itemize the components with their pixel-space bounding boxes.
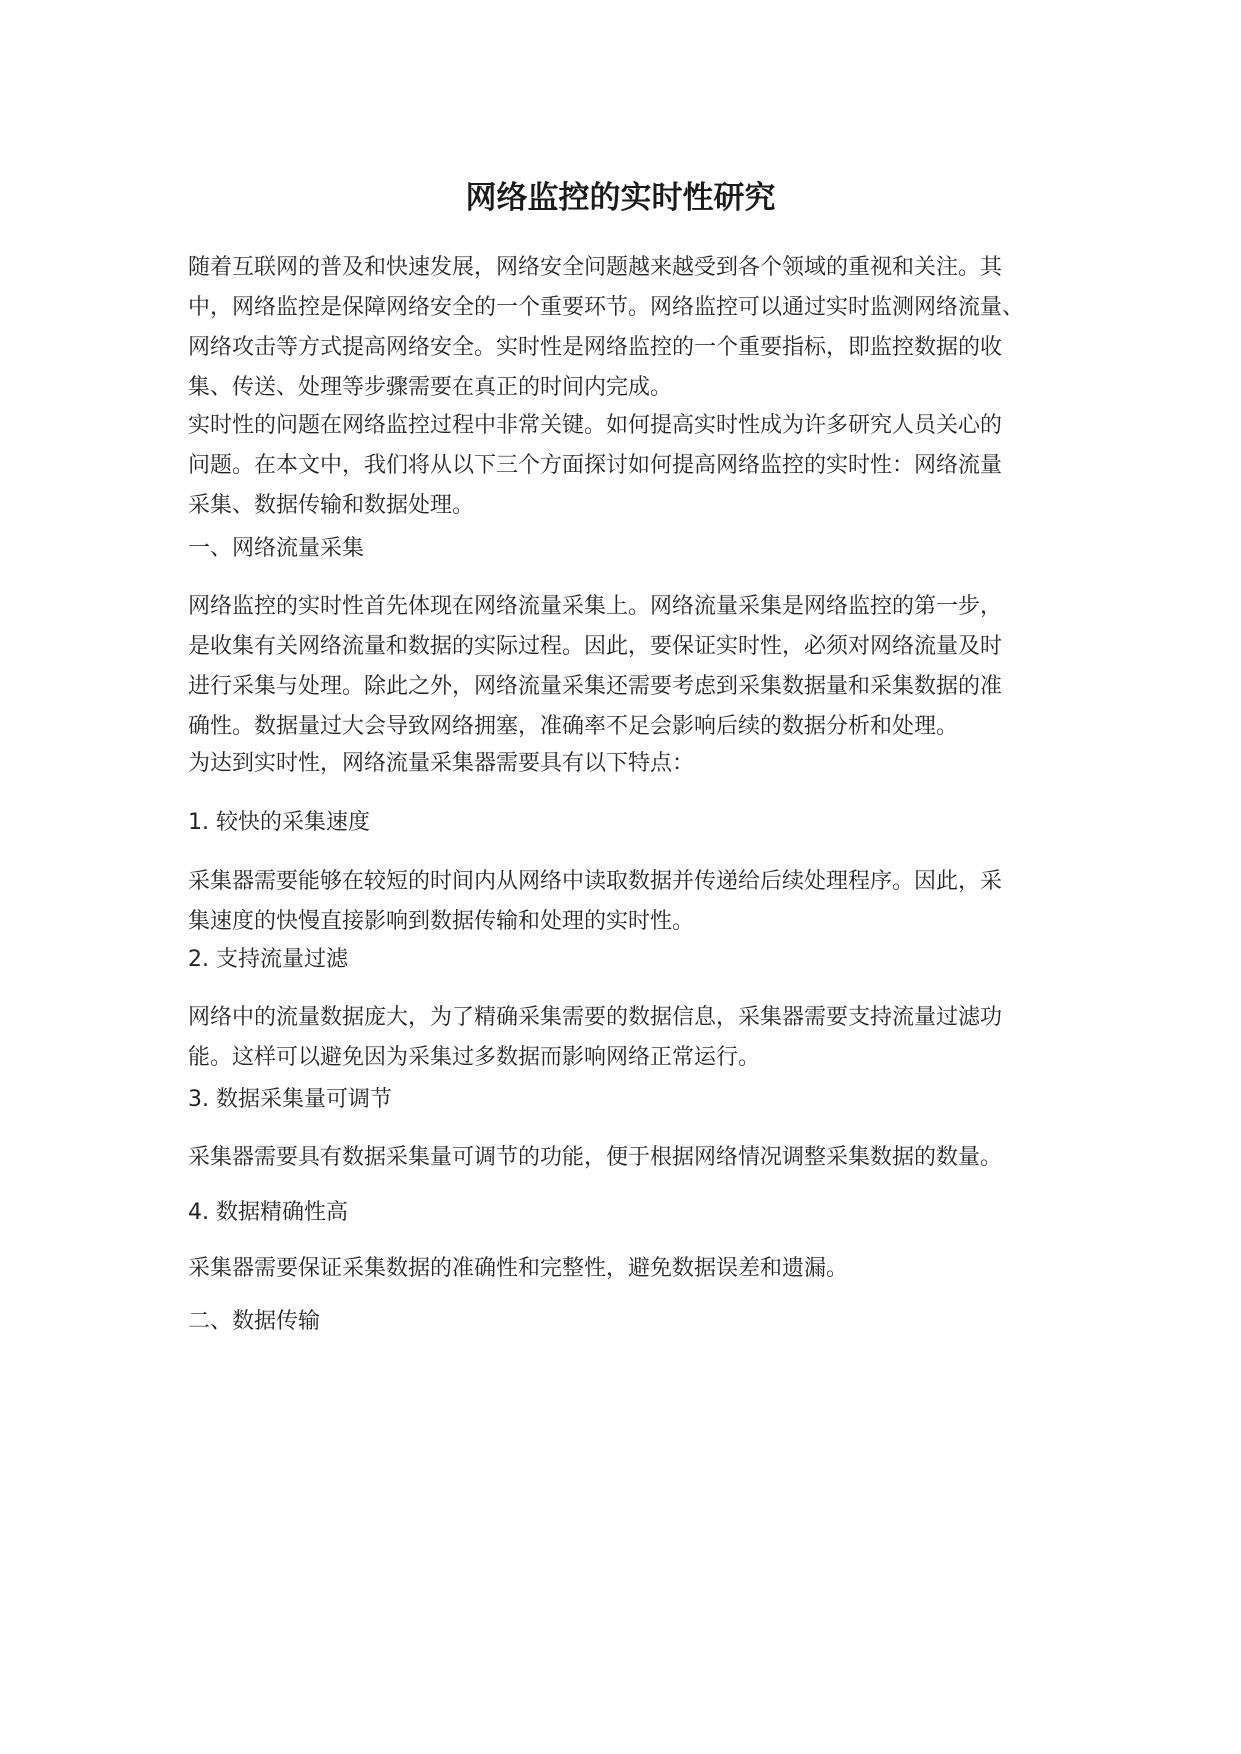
paragraph-line: 进行采集与处理。除此之外，网络流量采集还需要考虑到采集数据量和采集数据的准	[188, 674, 1003, 699]
paragraph-line: 集、传送、处理等步骤需要在真正的时间内完成。	[188, 375, 673, 400]
paragraph-collector-features-intro: 为达到实时性，网络流量采集器需要具有以下特点：	[188, 751, 695, 776]
paragraph-line: 采集、数据传输和数据处理。	[188, 493, 475, 518]
paragraph-traffic-filter	[188, 998, 1068, 1078]
paragraph-line: 实时性的问题在网络监控过程中非常关键。如何提高实时性成为许多研究人员关心的	[188, 413, 1003, 438]
paragraph-line: 网络监控的实时性首先体现在网络流量采集上。网络流量采集是网络监控的第一步，	[188, 594, 1003, 619]
paragraph-line: 随着互联网的普及和快速发展，网络安全问题越来越受到各个领域的重视和关注。其	[188, 255, 1003, 280]
paragraph-line: 采集器需要能够在较短的时间内从网络中读取数据并传递给后续处理程序。因此，采	[188, 869, 1003, 894]
document-title: 网络监控的实时性研究	[465, 180, 776, 216]
paragraph-line: 中，网络监控是保障网络安全的一个重要环节。网络监控可以通过实时监测网络流量、	[188, 295, 1025, 320]
paragraph-intro	[188, 248, 1068, 408]
list-item-heading-3: 3. 数据采集量可调节	[188, 1087, 392, 1112]
paragraph-line: 能。这样可以避免因为采集过多数据而影响网络正常运行。	[188, 1045, 761, 1070]
paragraph-line: 确性。数据量过大会导致网络拥塞，准确率不足会影响后续的数据分析和处理。	[188, 714, 959, 739]
paragraph-data-accuracy: 采集器需要保证采集数据的准确性和完整性，避免数据误差和遗漏。	[188, 1256, 849, 1281]
paragraph-collection-speed	[188, 862, 1068, 942]
paragraph-line: 集速度的快慢直接影响到数据传输和处理的实时性。	[188, 909, 695, 934]
paragraph-adjustable-volume: 采集器需要具有数据采集量可调节的功能，便于根据网络情况调整采集数据的数量。	[188, 1145, 1003, 1170]
paragraph-traffic-collection	[188, 587, 1068, 747]
paragraph-line: 网络中的流量数据庞大，为了精确采集需要的数据信息，采集器需要支持流量过滤功	[188, 1005, 1003, 1030]
paragraph-line: 是收集有关网络流量和数据的实际过程。因此，要保证实时性，必须对网络流量及时	[188, 634, 1003, 659]
list-item-heading-2: 2. 支持流量过滤	[188, 947, 348, 972]
paragraph-line: 问题。在本文中，我们将从以下三个方面探讨如何提高网络监控的实时性：网络流量	[188, 453, 1003, 478]
paragraph-problem	[188, 406, 1068, 526]
section-heading-traffic-collection: 一、网络流量采集	[188, 536, 365, 561]
section-heading-data-transmission: 二、数据传输	[188, 1309, 321, 1334]
list-item-heading-1: 1. 较快的采集速度	[188, 810, 370, 835]
paragraph-line: 网络攻击等方式提高网络安全。实时性是网络监控的一个重要指标，即监控数据的收	[188, 335, 1003, 360]
list-item-heading-4: 4. 数据精确性高	[188, 1200, 348, 1225]
